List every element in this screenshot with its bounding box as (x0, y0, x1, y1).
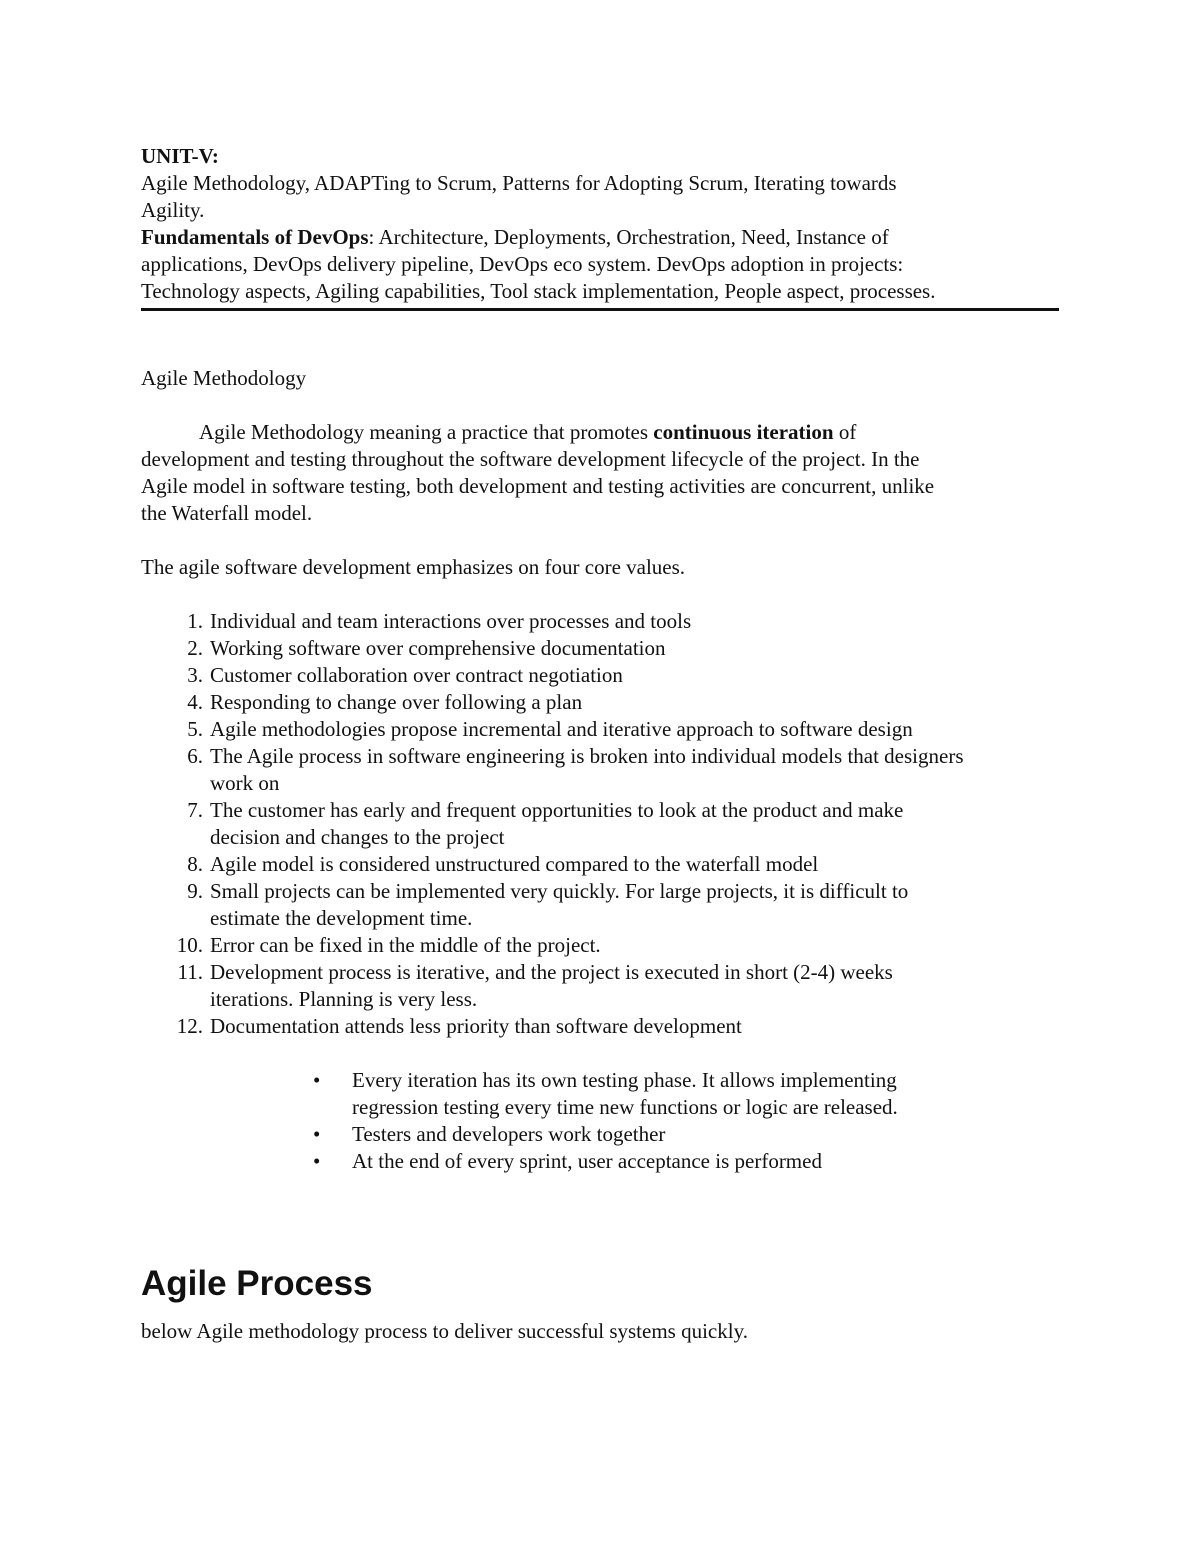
bullet-icon: • (313, 1149, 321, 1173)
list-item (141, 608, 1059, 635)
devops-topics-line: Technology aspects, Agiling capabilities, Tool stack implementation, People aspect, processes. (141, 279, 936, 303)
intro-paragraph (141, 419, 1059, 527)
devops-topics-text: : Architecture, Deployments, Orchestration, Need, Instance of (368, 225, 889, 249)
process-text: below Agile methodology process to deliver successful systems quickly. (141, 1319, 748, 1343)
devops-topics-line: applications, DevOps delivery pipeline, DevOps eco system. DevOps adoption in projects: (141, 252, 904, 276)
list-item-text: Responding to change over following a plan (210, 690, 583, 714)
list-item (141, 743, 1059, 797)
intro-line: the Waterfall model. (141, 501, 313, 525)
intro-text: Agile Methodology meaning a practice that promotes (199, 420, 654, 444)
intro-line: Agile model in software testing, both development and testing activities are concurrent, unlike (141, 474, 935, 498)
unit-header (141, 143, 1059, 311)
list-item-text: Individual and team interactions over processes and tools (210, 609, 692, 633)
list-item-text: Development process is iterative, and the project is executed in short (2-4) weeks (210, 960, 893, 984)
list-item-text: work on (210, 771, 280, 795)
list-item-text: Working software over comprehensive documentation (210, 636, 666, 660)
values-lead: The agile software development emphasizes on four core values. (141, 555, 686, 579)
unit-topics-line: Agility. (141, 198, 205, 222)
list-item-text: decision and changes to the project (210, 825, 505, 849)
intro-emphasis: continuous iteration (653, 420, 834, 444)
list-item-text: Customer collaboration over contract negotiation (210, 663, 623, 687)
list-item (141, 635, 1059, 662)
notes-list (141, 1067, 993, 1175)
list-item-number: 8. (187, 852, 203, 876)
list-item-text: The Agile process in software engineering is broken into individual models that designers (210, 744, 964, 768)
intro-line: development and testing throughout the software development lifecycle of the project. In the (141, 447, 920, 471)
bullet-item (313, 1148, 993, 1175)
list-item (141, 797, 1059, 851)
unit-title: UNIT-V: (141, 144, 219, 168)
list-item-number: 10. (176, 933, 203, 957)
list-item-text: Agile model is considered unstructured compared to the waterfall model (210, 852, 819, 876)
bullet-text: Every iteration has its own testing phase. It allows implementing (352, 1068, 897, 1092)
list-item-text: Error can be fixed in the middle of the project. (210, 933, 601, 957)
list-item (141, 716, 1059, 743)
list-item (141, 662, 1059, 689)
bullet-item (313, 1067, 993, 1121)
list-item-text: iterations. Planning is very less. (210, 987, 478, 1011)
bullet-text: At the end of every sprint, user acceptance is performed (352, 1149, 822, 1173)
process-heading: Agile Process (141, 1264, 373, 1303)
list-item-number: 1. (187, 609, 203, 633)
devops-label: Fundamentals of DevOps (141, 225, 369, 249)
list-item-number: 5. (187, 717, 203, 741)
list-item (141, 932, 1059, 959)
list-item-number: 11. (177, 960, 203, 984)
list-item (141, 878, 1059, 932)
bullet-item (313, 1121, 993, 1148)
devops-topics-line (141, 224, 1059, 251)
bullet-icon: • (313, 1068, 321, 1092)
list-item-text: Small projects can be implemented very quickly. For large projects, it is difficult to (210, 879, 909, 903)
bullet-text: regression testing every time new functions or logic are released. (352, 1095, 898, 1119)
list-item-text: Documentation attends less priority than software development (210, 1014, 742, 1038)
list-item-number: 3. (187, 663, 203, 687)
list-item-number: 9. (187, 879, 203, 903)
list-item-text: Agile methodologies propose incremental and iterative approach to software design (210, 717, 913, 741)
list-item (141, 1013, 1059, 1040)
bullet-icon: • (313, 1122, 321, 1146)
intro-line (141, 419, 1059, 446)
list-item-text: The customer has early and frequent opportunities to look at the product and make (210, 798, 904, 822)
values-list (141, 608, 1059, 1040)
unit-topics-line: Agile Methodology, ADAPTing to Scrum, Patterns for Adopting Scrum, Iterating towards (141, 171, 897, 195)
section-title: Agile Methodology (141, 366, 307, 390)
list-item-text: estimate the development time. (210, 906, 473, 930)
list-item-number: 2. (187, 636, 203, 660)
bullet-text: Testers and developers work together (352, 1122, 666, 1146)
document-page (141, 143, 1059, 1175)
list-item-number: 4. (187, 690, 203, 714)
intro-text: of (833, 420, 857, 444)
list-item (141, 689, 1059, 716)
list-item (141, 959, 1059, 1013)
list-item-number: 7. (187, 798, 203, 822)
list-item-number: 6. (187, 744, 203, 768)
list-item-number: 12. (176, 1014, 203, 1038)
list-item (141, 851, 1059, 878)
